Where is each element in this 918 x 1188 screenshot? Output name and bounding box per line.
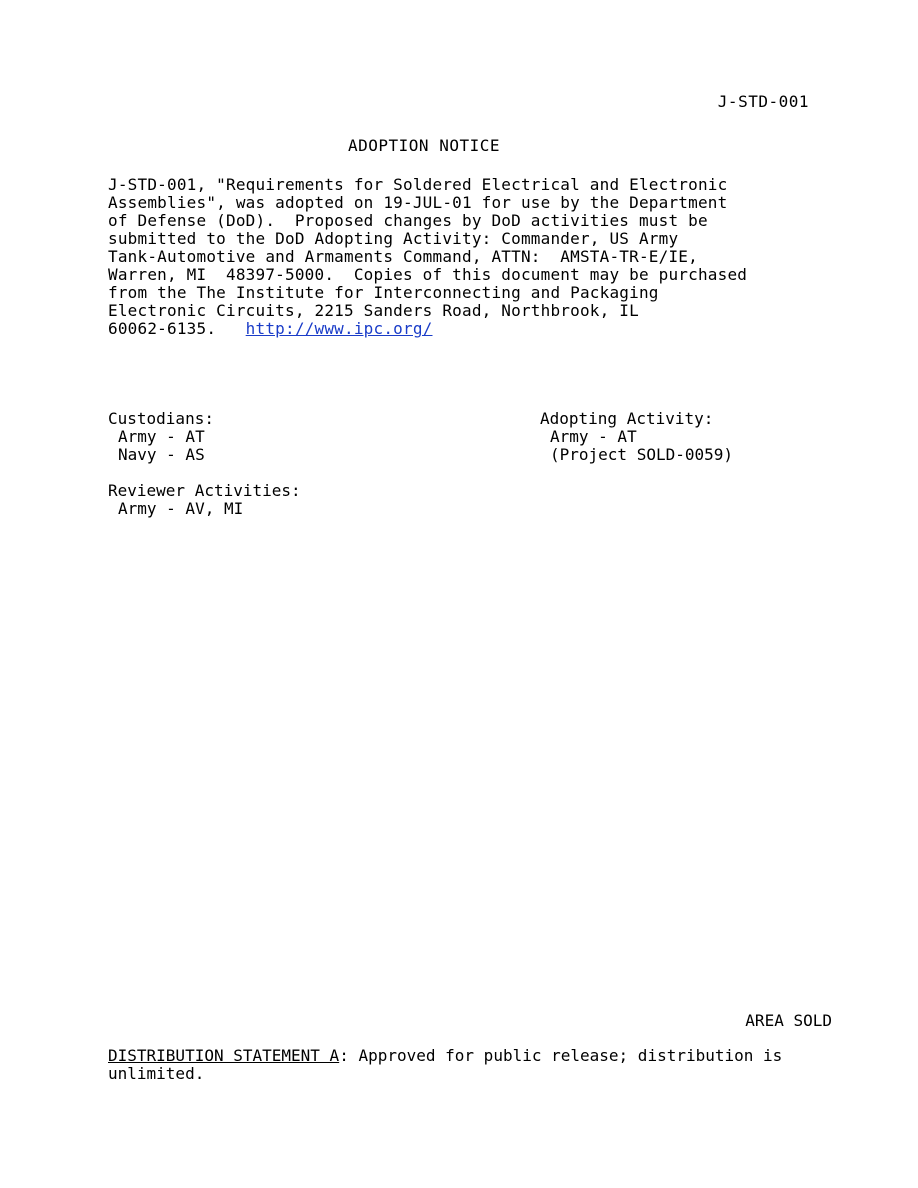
reviewer-activity-item: Army - AV, MI [118,499,244,518]
distribution-statement [108,1047,832,1083]
custodian-item: Navy - AS [118,445,205,464]
distribution-statement-text: : Approved for public release; distribution is unlimited. [108,1046,783,1083]
notice-line: Warren, MI 48397-5000. Copies of this document may be purchased [108,265,748,284]
notice-line: of Defense (DoD). Proposed changes by DoD activities must be [108,211,708,230]
area-code: AREA SOLD [745,1011,832,1030]
notice-line: from the The Institute for Interconnecting and Packaging [108,283,659,302]
notice-line: submitted to the DoD Adopting Activity: Commander, US Army [108,229,679,248]
page-title: ADOPTION NOTICE [348,136,500,155]
notice-line: Electronic Circuits, 2215 Sanders Road, Northbrook, IL [108,301,639,320]
notice-line: 60062-6135. [108,319,246,338]
adoption-notice-text [108,176,818,338]
notice-line: J-STD-001, "Requirements for Soldered Electrical and Electronic [108,175,728,194]
adopting-activity-project: (Project SOLD-0059) [550,445,734,464]
adopting-activity-item: Army - AT [550,427,637,446]
document-id: J-STD-001 [717,92,809,111]
notice-line: Tank-Automotive and Armaments Command, ATTN: AMSTA-TR-E/IE, [108,247,698,266]
custodians-heading: Custodians: [108,409,214,428]
distribution-statement-label: DISTRIBUTION STATEMENT A [108,1046,340,1065]
ipc-website-link[interactable]: http://www.ipc.org/ [245,319,433,338]
reviewer-activities-heading: Reviewer Activities: [108,481,301,500]
custodian-item: Army - AT [118,427,205,446]
custodians-section [108,410,214,464]
adopting-activity-section [540,410,733,464]
notice-line: Assemblies", was adopted on 19-JUL-01 for use by the Department [108,193,728,212]
adopting-activity-heading: Adopting Activity: [540,409,714,428]
reviewer-activities-section [108,482,301,518]
